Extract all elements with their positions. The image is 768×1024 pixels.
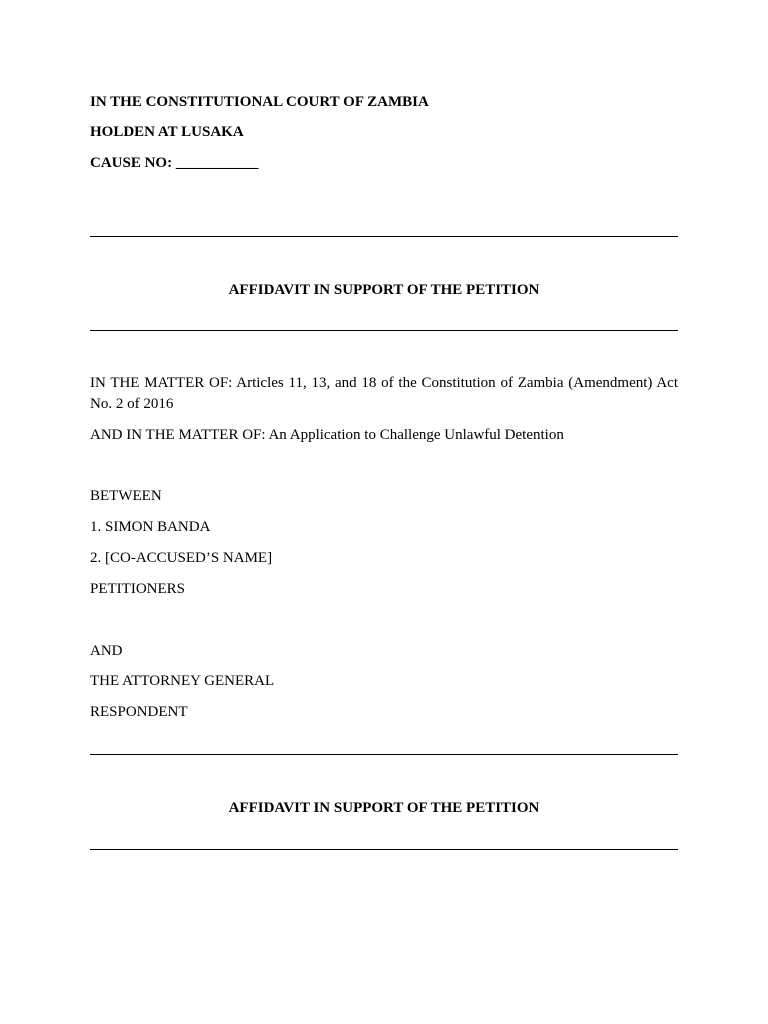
between-label: BETWEEN	[90, 488, 162, 504]
divider-top-1	[90, 236, 678, 237]
divider-top-2	[90, 330, 678, 331]
matter-articles: IN THE MATTER OF: Articles 11, 13, and 18 of the Constitution of Zambia (Amendment) Act No. 2 of 2016	[90, 375, 678, 412]
respondent-name: THE ATTORNEY GENERAL	[90, 673, 275, 689]
matter-application: AND IN THE MATTER OF: An Application to Challenge Unlawful Detention	[90, 427, 564, 443]
petitioner-1: 1. SIMON BANDA	[90, 519, 211, 535]
document-title-bottom: AFFIDAVIT IN SUPPORT OF THE PETITION	[228, 800, 540, 816]
petitioner-2: 2. [CO-ACCUSED’S NAME]	[90, 550, 273, 566]
court-heading: IN THE CONSTITUTIONAL COURT OF ZAMBIA	[90, 94, 429, 110]
cause-number: CAUSE NO: ___________	[90, 155, 259, 171]
petitioners-label: PETITIONERS	[90, 581, 185, 597]
and-label: AND	[90, 643, 123, 659]
respondent-label: RESPONDENT	[90, 704, 188, 720]
holden-heading: HOLDEN AT LUSAKA	[90, 124, 244, 140]
divider-bottom-2	[90, 849, 678, 850]
document-title-top: AFFIDAVIT IN SUPPORT OF THE PETITION	[228, 282, 540, 298]
divider-bottom-1	[90, 754, 678, 755]
